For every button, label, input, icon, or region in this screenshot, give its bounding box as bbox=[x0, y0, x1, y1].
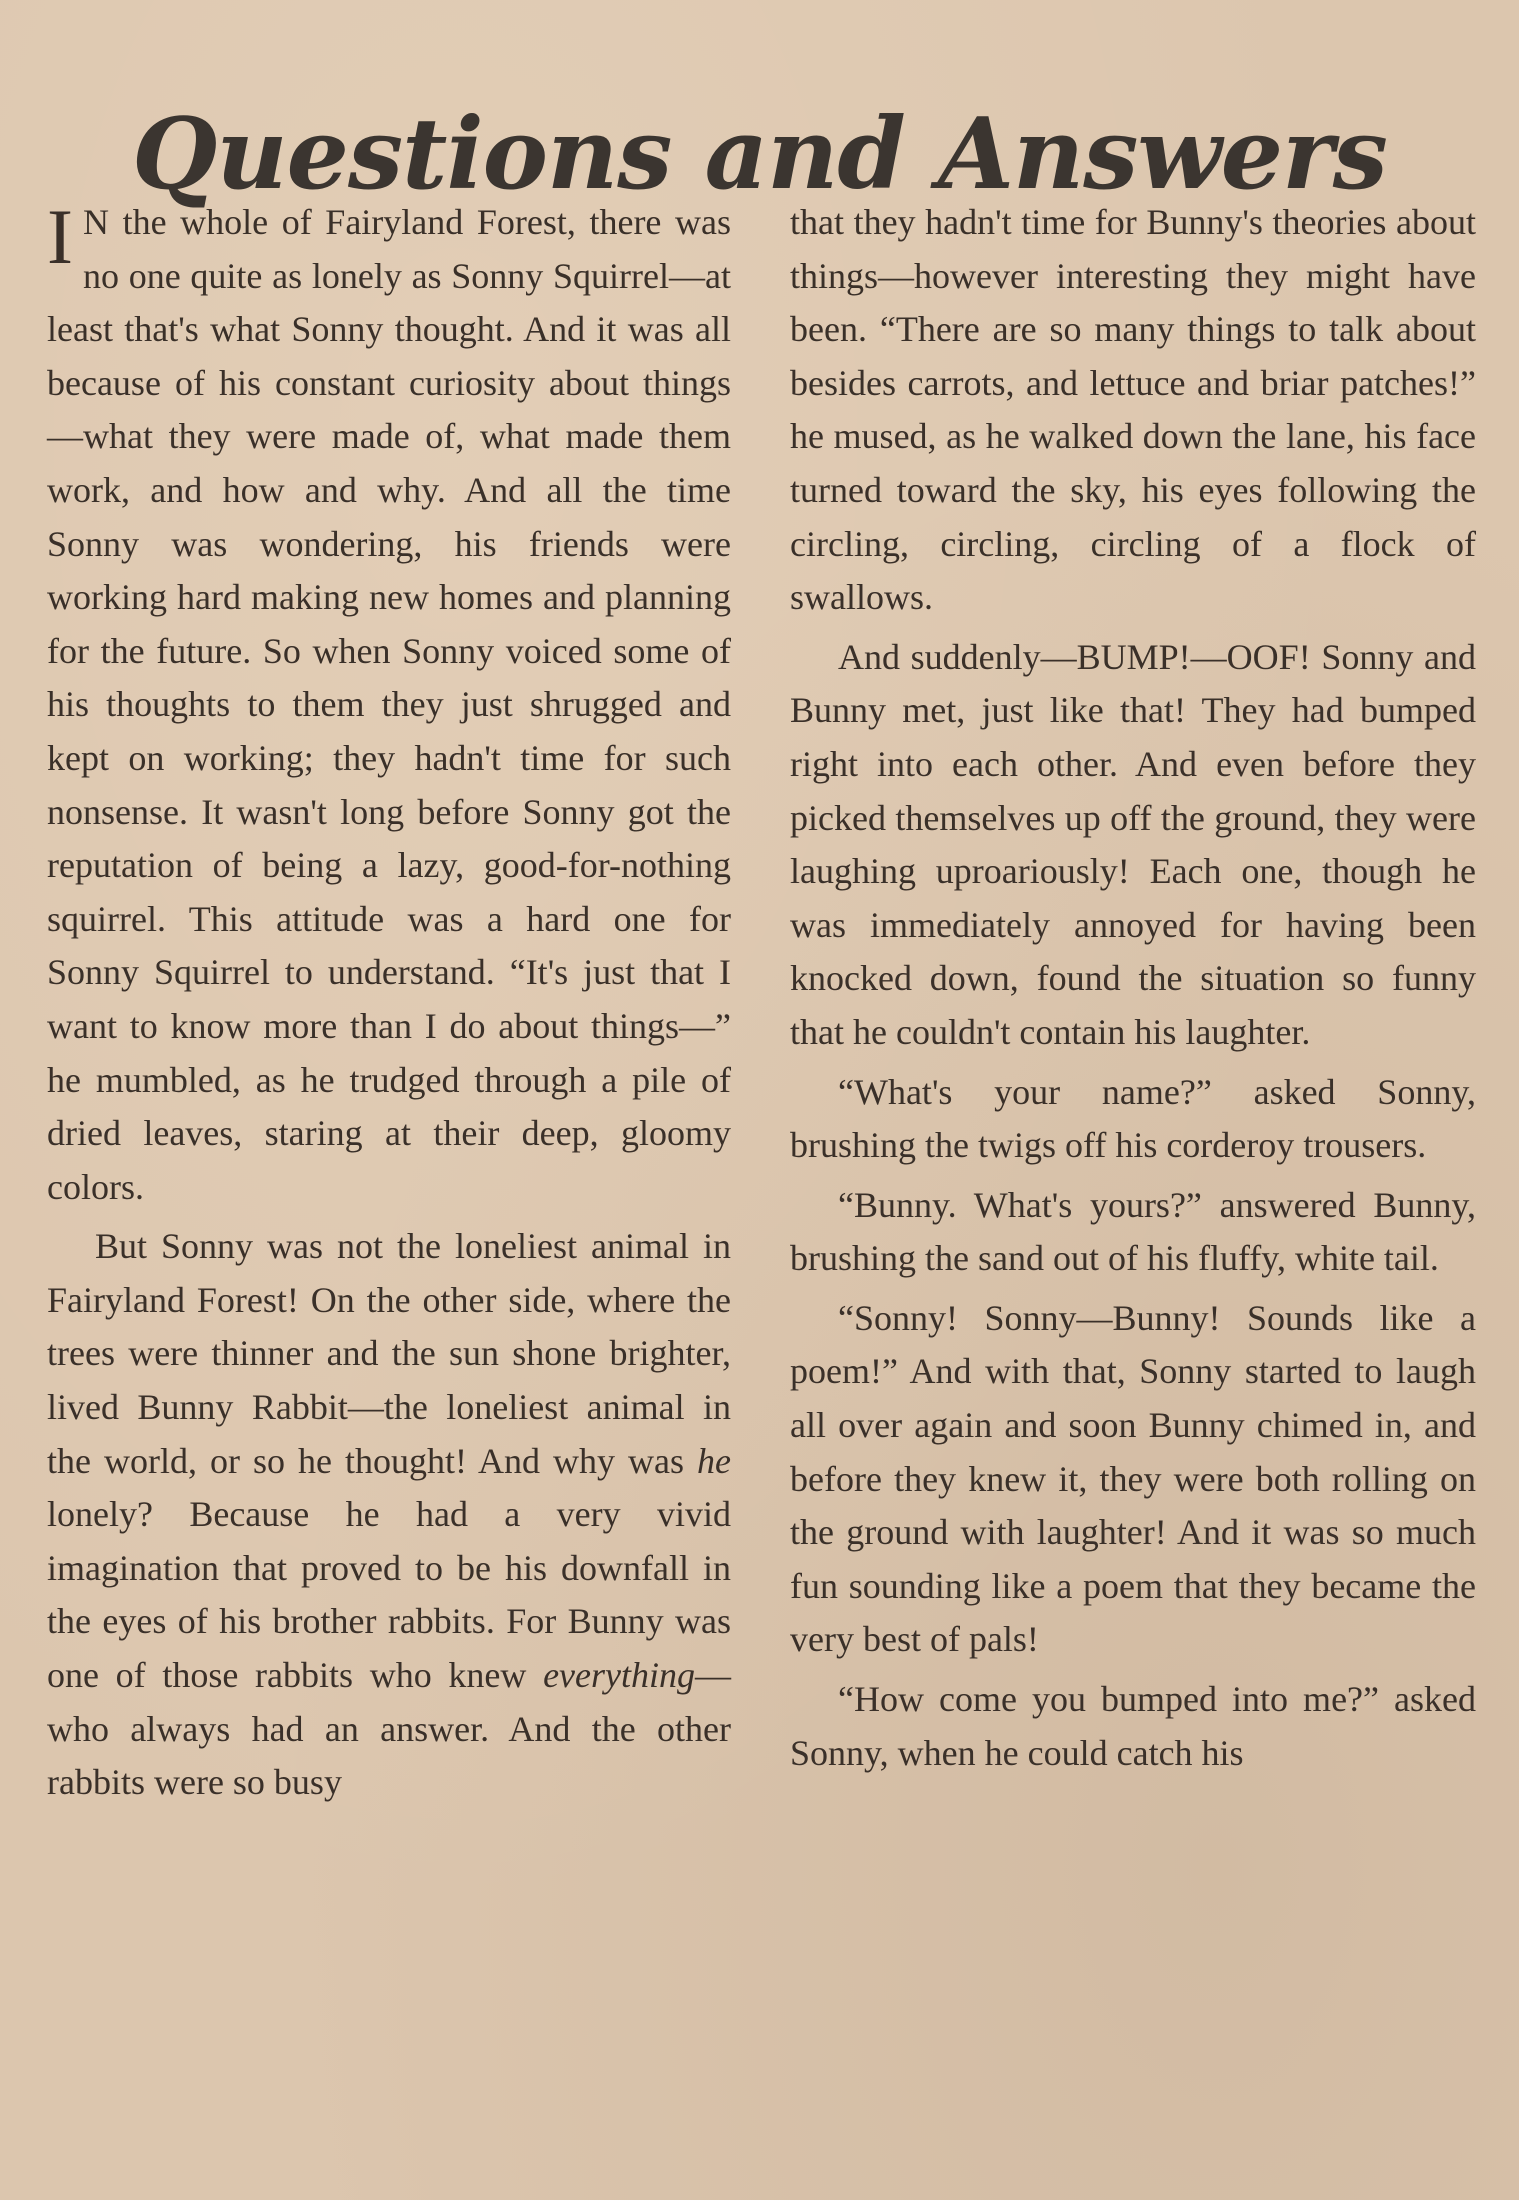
paragraph-text: N the whole of Fairyland Forest, there was no one quite as lonely as Sonny Squirrel—at least that's what Sonny thought. And it was all because of his constant curiosity about things —what they were made of, what made them work, and how and why. And all the time Sonny was wondering, his friends were working hard making new homes and planning for the future. So when Sonny voiced some of his thoughts to them they just shrugged and kept on working; they hadn't time for such nonsense. It wasn't long before Sonny got the reputation of being a lazy, good-for-nothing squirrel. This attitude was a hard one for Sonny Squirrel to understand. “It's just that I want to know more than I do about things—” he mumbled, as he trudged through a pile of dried leaves, staring at their deep, gloomy colors. bbox=[47, 202, 731, 1207]
drop-cap: I bbox=[47, 193, 73, 280]
paragraph-text: lonely? Because he had a very vivid imagination that proved to be his downfall in the eyes of his brother rabbits. For Bunny was one of those rabbits who knew bbox=[47, 1494, 731, 1696]
story-paragraph bbox=[47, 1220, 731, 1810]
story-column-right bbox=[790, 196, 1476, 1780]
story-paragraph bbox=[47, 193, 731, 1214]
paragraph-text: But Sonny was not the loneliest animal in Fairyland Forest! On the other side, where the trees were thinner and the sun shone brighter, lived Bunny Rabbit—the loneliest animal in the world, or so he thought! And why was bbox=[47, 1226, 731, 1481]
emphasis-text: everything bbox=[543, 1655, 695, 1696]
story-column-left bbox=[47, 193, 731, 1810]
story-paragraph: “What's your name?” asked Sonny, brushing the twigs off his corderoy trousers. bbox=[790, 1071, 1476, 1166]
story-paragraph: “How come you bumped into me?” asked Sonny, when he could catch his bbox=[790, 1679, 1476, 1773]
story-paragraph: “Sonny! Sonny—Bunny! Sounds like a poem!” And with that, Sonny started to laugh all over again and soon Bunny chimed in, and before they knew it, they were both rolling on the ground with laughter! And it was so much fun sounding like a poem that they became the very best of pals! bbox=[790, 1297, 1476, 1660]
paragraph-text: —who always had an answer. And the other rabbits were so busy bbox=[47, 1655, 731, 1803]
story-paragraph: And suddenly—BUMP!—OOF! Sonny and Bunny met, just like that! They had bumped right into each other. And even before they picked themselves up off the ground, they were laughing uproariously! Each one, though he was immediately annoyed for having been knocked down, found the situation so funny that he couldn't contain his laughter. bbox=[790, 636, 1476, 1052]
emphasis-text: he bbox=[697, 1440, 731, 1481]
page-title: Questions and Answers bbox=[132, 96, 1387, 212]
story-paragraph: “Bunny. What's yours?” answered Bunny, brushing the sand out of his fluffy, white tail. bbox=[790, 1184, 1476, 1279]
story-paragraph: that they hadn't time for Bunny's theories about things—however interesting they might have been. “There are so many things to talk about besides carrots, and lettuce and briar patches!” he mused, as he walked down the lane, his face turned toward the sky, his eyes following the circling, circling, circling of a flock of swallows. bbox=[790, 202, 1476, 618]
